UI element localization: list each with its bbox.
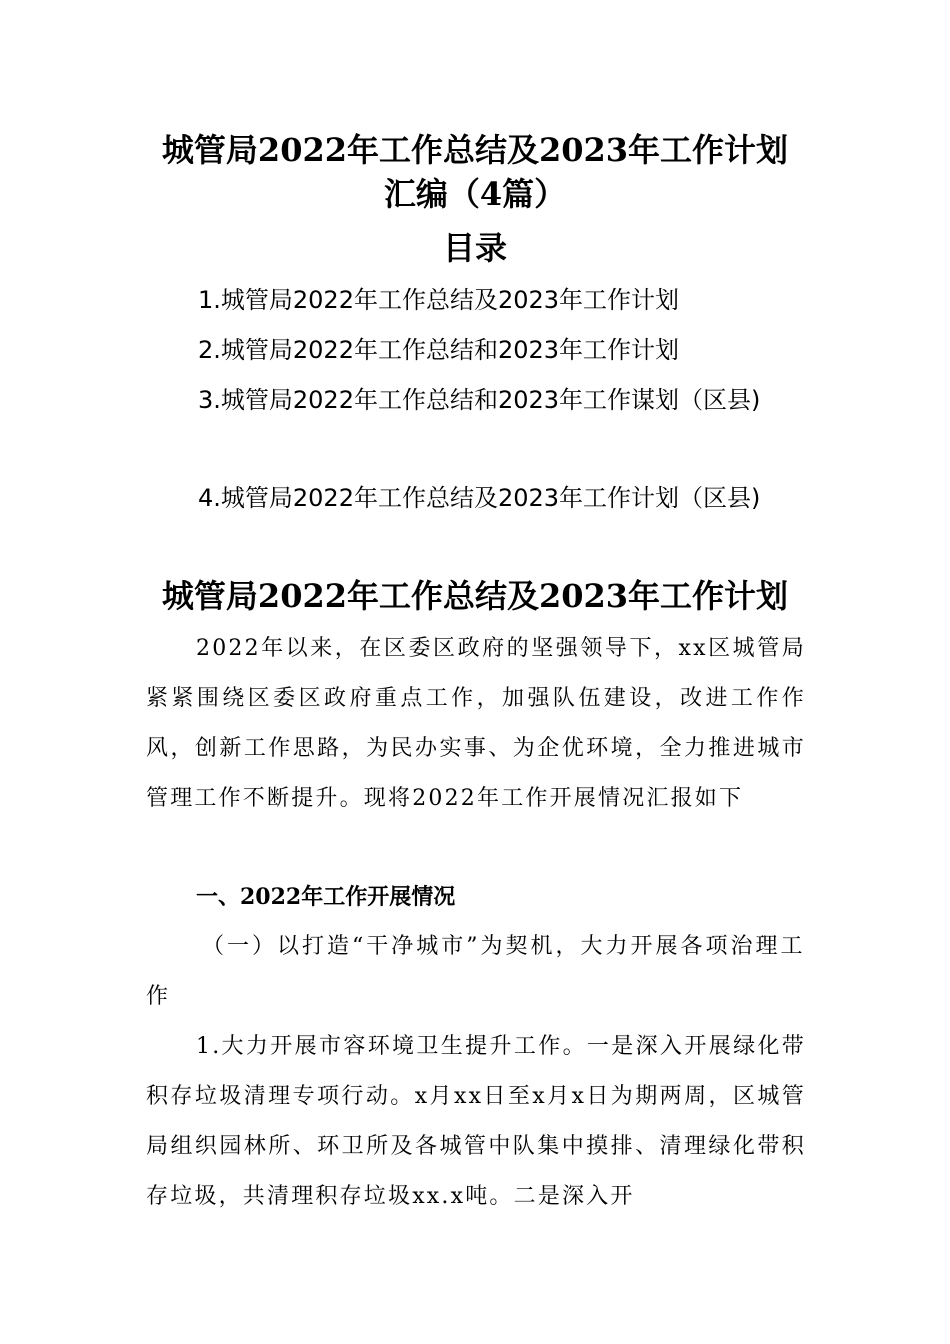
toc-item-4: 4.城管局2022年工作总结及2023年工作计划（区县) <box>198 484 761 512</box>
heading-1: 一、2022年工作开展情况 <box>196 884 456 910</box>
toc-item-2: 2.城管局2022年工作总结和2023年工作计划 <box>198 336 680 364</box>
intro-paragraph: 2022年以来，在区委区政府的坚强领导下，xx区城管局紧紧围绕区委区政府重点工作，加强队伍建设，改进工作作风，创新工作思路，为民办实事、为企优环境，全力推进城市管理工作不断提升。现将2022年工作开展情况汇报如下 <box>146 636 806 811</box>
toc-heading: 目录 <box>442 229 507 267</box>
section-title: 城管局2022年工作总结及2023年工作计划 <box>161 577 789 615</box>
item-1-paragraph: 1.大力开展市容环境卫生提升工作。一是深入开展绿化带积存垃圾清理专项行动。x月xx日至x月x日为期两周，区城管局组织园林所、环卫所及各城管中队集中摸排、清理绿化带积存垃圾，共清理积存垃圾xx.x吨。二是深入开 <box>146 1034 806 1209</box>
subheading-1: （一）以打造“干净城市”为契机，大力开展各项治理工作 <box>146 934 806 1009</box>
toc-item-3: 3.城管局2022年工作总结和2023年工作谋划（区县) <box>198 386 761 414</box>
title-line-1: 城管局2022年工作总结及2023年工作计划 <box>161 131 789 169</box>
title-line-2: 汇编（4篇） <box>383 175 567 213</box>
document-title <box>140 128 810 216</box>
toc-item-1: 1.城管局2022年工作总结及2023年工作计划 <box>198 286 680 314</box>
